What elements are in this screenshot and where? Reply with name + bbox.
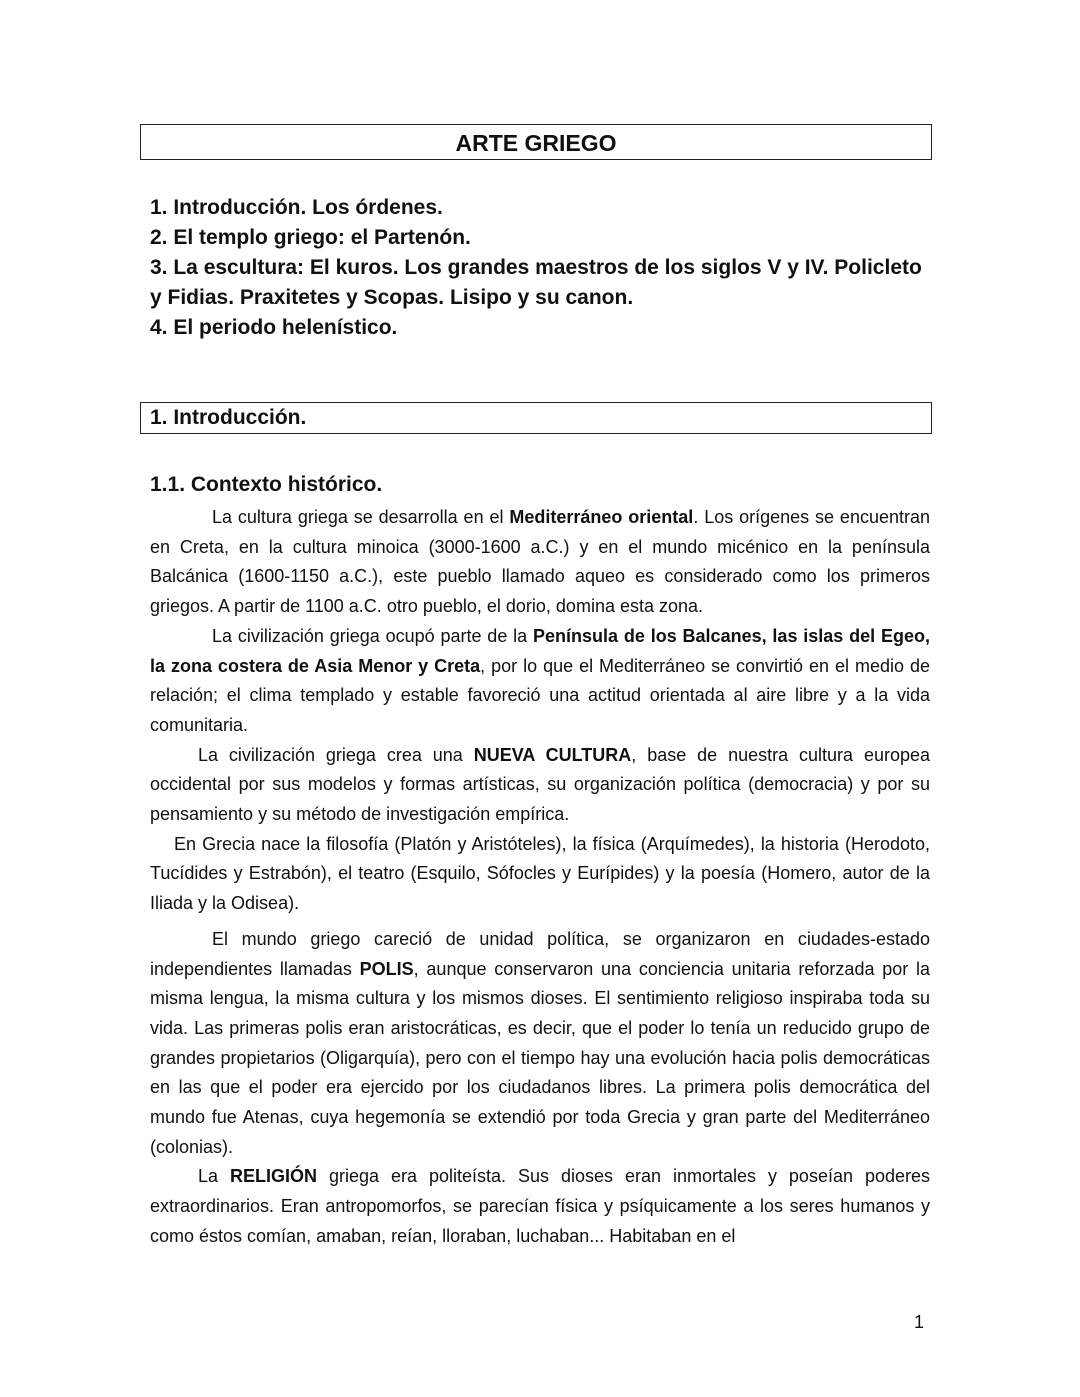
- paragraph: La RELIGIÓN griega era politeísta. Sus dioses eran inmortales y poseían poderes extraordinarios. Eran antropomorfos, se parecían física y psíquicamente a los seres humanos y como éstos comían, amaban, reían, lloraban, luchaban... Habitaban en el: [150, 1166, 930, 1246]
- toc-item: 2. El templo griego: el Partenón.: [150, 226, 471, 249]
- paragraph: En Grecia nace la filosofía (Platón y Aristóteles), la física (Arquímedes), la historia (Herodoto, Tucídides y Estrabón), el teatro (Esquilo, Sófocles y Eurípides) y la poesía (Homero, autor de la Iliada y la Odisea).: [150, 833, 930, 914]
- subsection-heading: 1.1. Contexto histórico.: [150, 473, 383, 496]
- paragraph: El mundo griego careció de unidad política, se organizaron en ciudades-estado independientes llamadas POLIS, aunque conservaron una conciencia unitaria reforzada por la misma lengua, la misma cultura y los mismos dioses. El sentimiento religioso inspiraba toda su vida. Las primeras polis eran aristocráticas, es decir, que el poder lo tenía un reducido grupo de grandes propietarios (Oligarquía), pero con el tiempo hay una evolución hacia polis democráticas en las que el poder era ejercido por los ciudadanos libres. La primera polis democrática del mundo fue Atenas, cuya hegemonía se extendió por toda Grecia y gran parte del Mediterráneo (colonias).: [150, 928, 930, 1157]
- bold-term: NUEVA CULTURA: [473, 744, 632, 765]
- paragraph: La civilización griega crea una NUEVA CULTURA, base de nuestra cultura europea occidental por sus modelos y formas artísticas, su organización política (democracia) y por su pensamiento y su método de investigación empírica.: [150, 744, 931, 825]
- bold-term: Península de los Balcanes, las islas del Egeo, la zona costera de Asia Menor y Creta: [150, 625, 930, 676]
- bold-term: Mediterráneo oriental: [509, 507, 694, 527]
- bold-term: POLIS: [359, 958, 414, 979]
- section-heading: 1. Introducción.: [140, 402, 932, 434]
- body-text: [150, 503, 930, 1252]
- table-of-contents: [150, 193, 932, 343]
- paragraph: La civilización griega ocupó parte de la Península de los Balcanes, las islas del Egeo, la zona costera de Asia Menor y Creta, por lo que el Mediterráneo se convirtió en el medio de relación; el clima templado y estable favoreció una actitud orientada al aire libre y a la vida comunitaria.: [150, 625, 930, 735]
- page-number: 1: [914, 1312, 925, 1332]
- bold-term: RELIGIÓN: [230, 1166, 318, 1187]
- document-title: ARTE GRIEGO: [140, 124, 932, 160]
- toc-item: 4. El periodo helenístico.: [150, 316, 398, 339]
- toc-item: 1. Introducción. Los órdenes.: [150, 196, 443, 219]
- paragraph: La cultura griega se desarrolla en el Mediterráneo oriental. Los orígenes se encuentran en Creta, en la cultura minoica (3000-1600 a.C.) y en el mundo micénico en la península Balcánica (1600-1150 a.C.), este pueblo llamado aqueo es considerado como los primeros griegos. A partir de 1100 a.C. otro pueblo, el dorio, domina esta zona.: [150, 507, 931, 617]
- toc-item: 3. La escultura: El kuros. Los grandes maestros de los siglos V y IV. Policleto y Fidias. Praxitetes y Scopas. Lisipo y su canon.: [150, 256, 922, 309]
